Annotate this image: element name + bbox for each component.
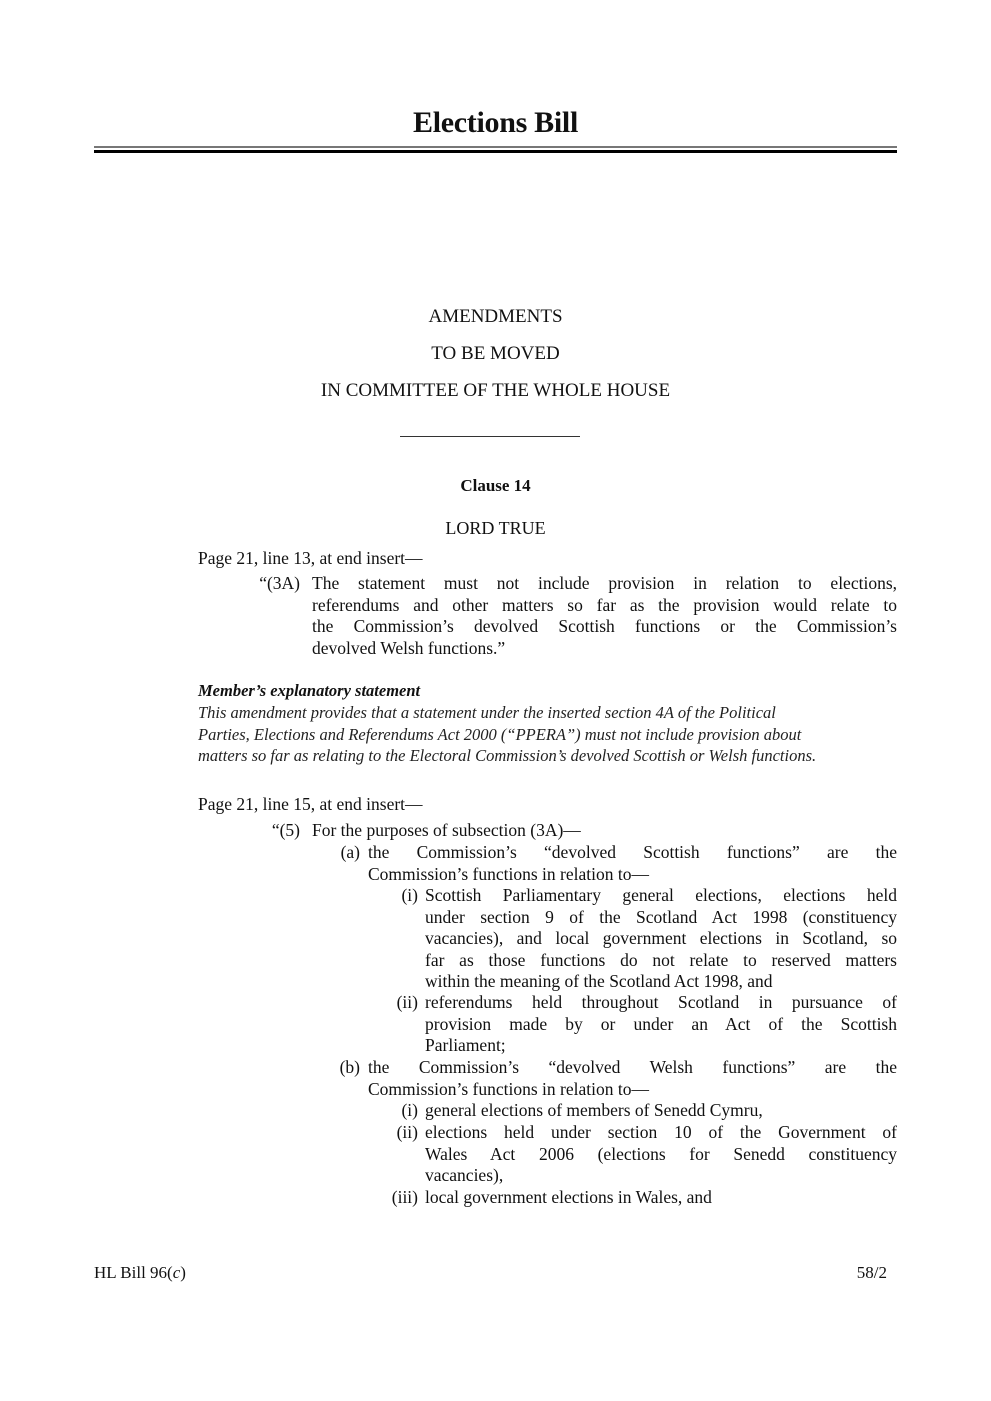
bill-reference: HL Bill 96(c) xyxy=(94,1263,186,1282)
title-rule-thick xyxy=(94,150,897,153)
heading-to-be-moved: TO BE MOVED xyxy=(431,343,560,364)
explanatory-heading: Member’s explanatory statement xyxy=(198,681,421,700)
amendment-2-instruction: Page 21, line 15, at end insert— xyxy=(198,794,423,814)
amendment-1-instruction: Page 21, line 13, at end insert— xyxy=(198,548,423,568)
page-reference: 58/2 xyxy=(856,1263,887,1282)
subsection-5-text: For the purposes of subsection (3A)— xyxy=(312,820,581,840)
heading-amendments: AMENDMENTS xyxy=(428,306,563,327)
para-a-ii-text: referendums held throughout Scotland in pursuance of provision made by or under an Act of the Scottish Parliament; xyxy=(425,992,897,1055)
para-b-ii-label: (ii) xyxy=(396,1122,418,1142)
title-rule-thin xyxy=(94,146,897,148)
para-b-i-label: (i) xyxy=(401,1100,418,1120)
amendment-1-label: “(3A) xyxy=(259,573,300,593)
para-b-label: (b) xyxy=(339,1057,360,1077)
para-b-iii-text: local government elections in Wales, and xyxy=(425,1187,712,1207)
explanatory-body: This amendment provides that a statement under the inserted section 4A of the Political Parties, Elections and Referendums Act 2000 (“PPERA”) must not include provision about matters so far as relating to the Electoral Commission’s devolved Scottish or Welsh functions. xyxy=(198,703,817,765)
para-a-label: (a) xyxy=(340,842,360,862)
para-b-iii-label: (iii) xyxy=(391,1187,418,1207)
para-b-ii-text: elections held under section 10 of the Government of Wales Act 2006 (elections for Senedd constituency vacancies), xyxy=(425,1122,897,1185)
section-divider xyxy=(400,436,580,437)
amendment-1-text: The statement must not include provision in relation to elections, referendums and other matters so far as the provision would relate to the Commission’s devolved Scottish functions or the Commission’s devolved Welsh functions.” xyxy=(312,573,897,658)
para-a-ii-label: (ii) xyxy=(396,992,418,1012)
document-title: Elections Bill xyxy=(413,106,578,139)
heading-committee: IN COMMITTEE OF THE WHOLE HOUSE xyxy=(320,380,671,401)
para-a-text: the Commission’s “devolved Scottish functions” are the Commission’s functions in relation to— xyxy=(368,842,897,884)
member-name: LORD TRUE xyxy=(445,518,546,538)
para-a-i-text: Scottish Parliamentary general elections, elections held under section 9 of the Scotland Act 1998 (constituency vacancies), and local government elections in Scotland, so far as those functions do not relate to reserved matters within the meaning of the Scotland Act 1998, and xyxy=(425,885,897,991)
clause-heading: Clause 14 xyxy=(460,476,531,495)
para-a-i-label: (i) xyxy=(401,885,418,905)
para-b-i-text: general elections of members of Senedd Cymru, xyxy=(425,1100,763,1120)
para-b-text: the Commission’s “devolved Welsh functions” are the Commission’s functions in relation to— xyxy=(368,1057,897,1099)
subsection-5-label: “(5) xyxy=(271,820,300,840)
